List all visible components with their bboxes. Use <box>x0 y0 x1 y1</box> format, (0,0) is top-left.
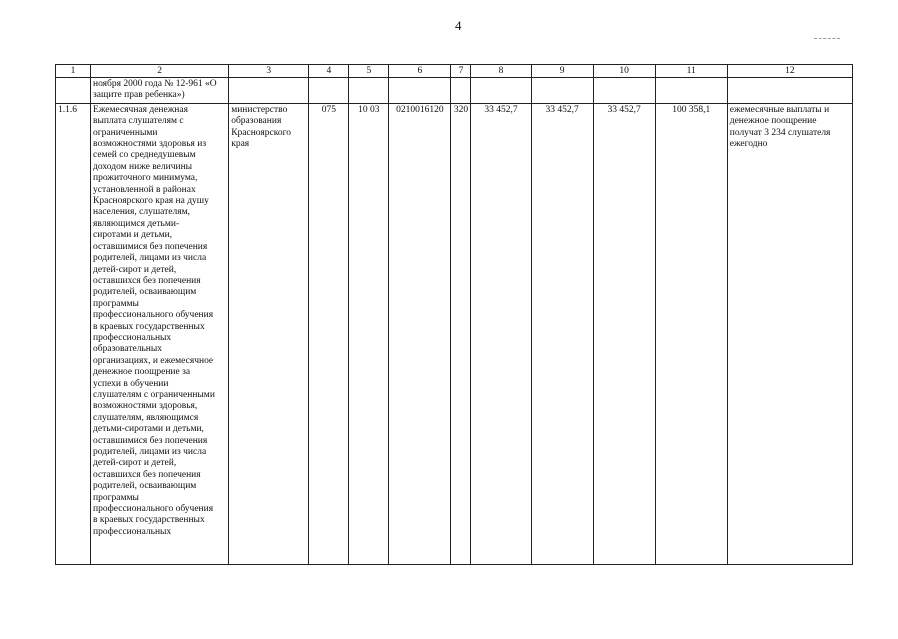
header-cell-8: 8 <box>471 65 531 78</box>
table-cell <box>349 78 389 104</box>
row-col4: 075 <box>309 103 349 564</box>
header-row <box>56 65 853 78</box>
table-cell <box>727 78 852 104</box>
table-cell <box>655 78 727 104</box>
header-cell-11: 11 <box>655 65 727 78</box>
header-cell-7: 7 <box>451 65 471 78</box>
header-cell-3: 3 <box>229 65 309 78</box>
header-cell-2: 2 <box>91 65 229 78</box>
row-executor: министерство образования Красноярского края <box>229 103 309 564</box>
table-cell <box>389 78 451 104</box>
table-cell <box>56 78 91 104</box>
row-result: ежемесячные выплаты и денежное поощрение получат 3 234 слушателя ежегодно <box>727 103 852 564</box>
table-cell <box>309 78 349 104</box>
row-col10: 33 452,7 <box>593 103 655 564</box>
header-cell-12: 12 <box>727 65 852 78</box>
table-cell <box>531 78 593 104</box>
continuation-text: ноября 2000 года № 12-961 «О защите прав ребенка») <box>91 78 229 104</box>
header-cell-6: 6 <box>389 65 451 78</box>
header-cell-9: 9 <box>531 65 593 78</box>
row-col7: 320 <box>451 103 471 564</box>
row-description: Ежемесячная денежная выплата слушателям с ограниченными возможностями здоровья из семей со среднедушевым доходом ниже величины прожиточного минимума, установленной в районах Красноярского края на душу населения, слушателям, являющимся детьми- сиротами и детьми, оставшимися без попечения родителей, лицами из числа детей-сирот и детей, оставшихся без попечения родителей, осваивающим программы профессионального обучения в краевых государственных профессиональных образовательных организациях, и ежемесячное денежное поощрение за успехи в обучении слушателям с ограниченными возможностями здоровья, слушателям, являющимся детьми-сиротами и детьми, оставшимися без попечения родителей, лицами из числа детей-сирот и детей, оставшихся без попечения родителей, осваивающим программы профессионального обучения в краевых государственных профессиональных <box>91 103 229 564</box>
row-number: 1.1.6 <box>56 103 91 564</box>
page-number: 4 <box>455 18 462 33</box>
row-col6: 0210016120 <box>389 103 451 564</box>
header-cell-10: 10 <box>593 65 655 78</box>
table-row <box>56 103 853 564</box>
table-cell <box>451 78 471 104</box>
table-cell <box>471 78 531 104</box>
scan-mark <box>814 38 840 39</box>
header-cell-1: 1 <box>56 65 91 78</box>
row-col5: 10 03 <box>349 103 389 564</box>
budget-table <box>55 64 853 565</box>
row-col11: 100 358,1 <box>655 103 727 564</box>
table-cell <box>593 78 655 104</box>
row-col9: 33 452,7 <box>531 103 593 564</box>
table-cell <box>229 78 309 104</box>
continuation-row <box>56 78 853 104</box>
header-cell-5: 5 <box>349 65 389 78</box>
header-cell-4: 4 <box>309 65 349 78</box>
row-col8: 33 452,7 <box>471 103 531 564</box>
